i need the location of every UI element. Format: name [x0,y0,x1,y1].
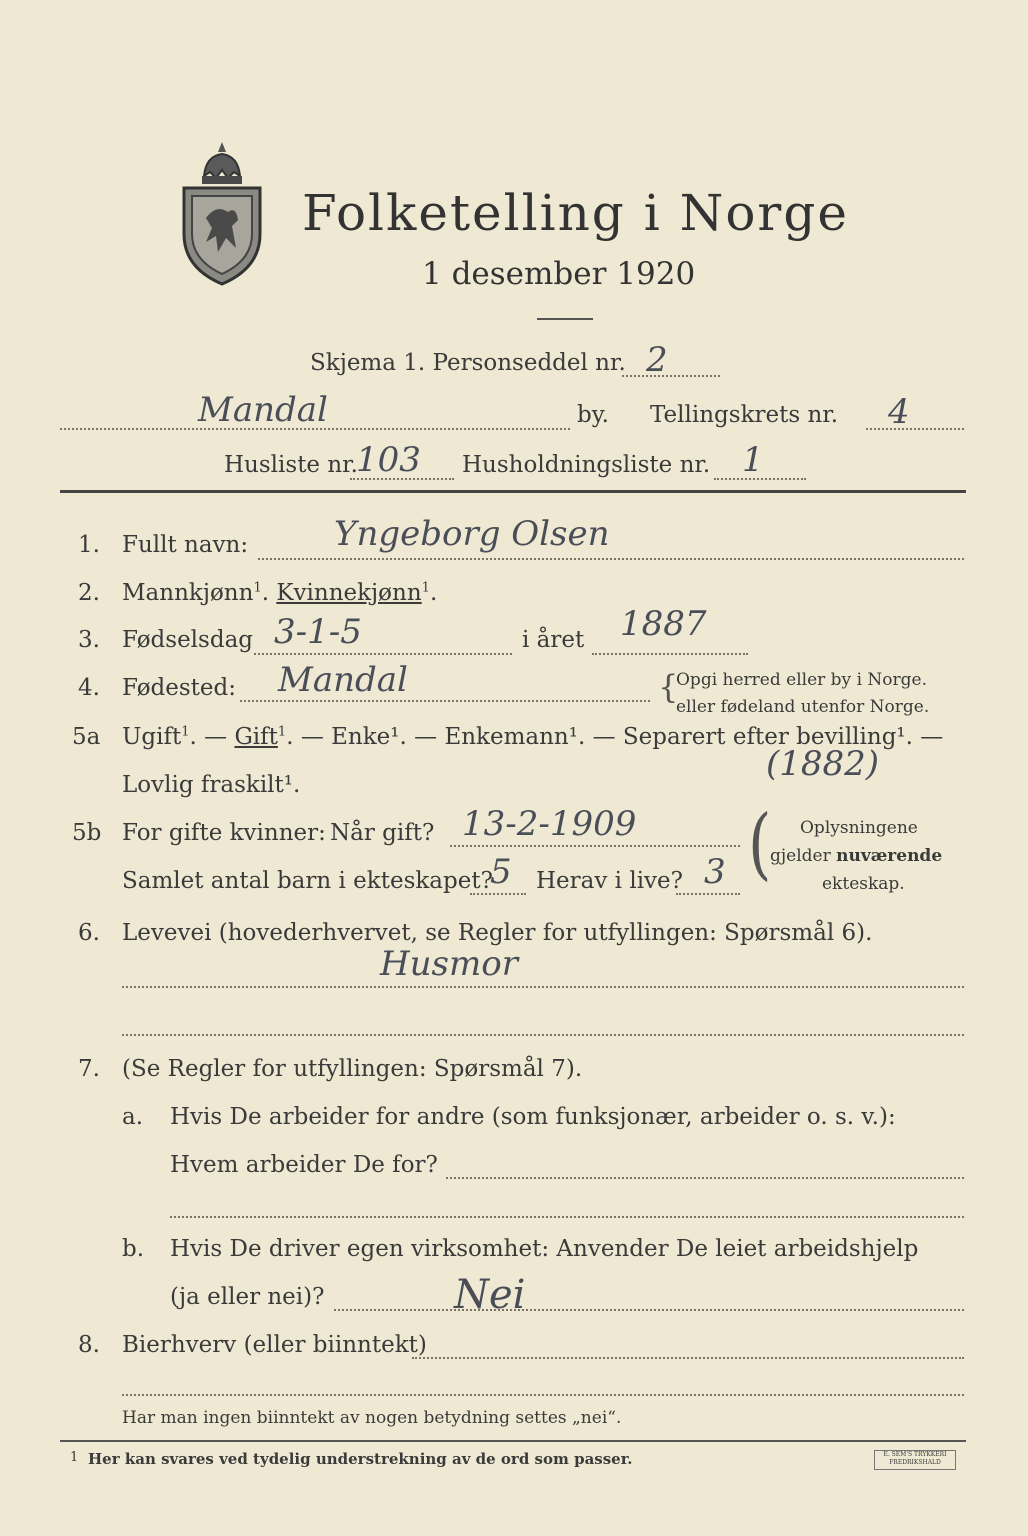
q7-number: 7. [78,1056,100,1082]
personseddel-line [622,375,720,377]
q5b-note-2 [770,846,942,866]
q3-label: Fødselsdag [122,627,254,653]
q5a-options: Ugift$^1$. — Gift$^1$. — Enke¹. — Enkemann¹. — Separert efter bevilling¹. — [122,724,944,750]
q4-value: Mandal [278,660,408,700]
form-date: 1 desember 1920 [422,256,696,292]
q7b-value: Nei [454,1272,526,1318]
q5b-note-2b: nuværende [836,846,943,866]
tellingskrets-value: 4 [888,392,910,432]
q5a-hand-note: (1882) [766,744,880,784]
q6-value: Husmor [380,944,518,984]
q5b-note-2a: gjelder [770,846,837,866]
title-divider [537,318,593,320]
q3-year-value: 1887 [620,604,707,644]
form-title: Folketelling i Norge [302,184,849,242]
q7b-question: (ja eller nei)? [170,1284,325,1310]
q5a-gift: Gift [234,724,278,750]
q3-year-line [592,653,748,655]
q5a-dash: . — [189,724,235,750]
q5a-line2: Lovlig fraskilt¹. [122,772,301,798]
q5b-married-line [450,845,740,847]
q4-note-2: eller fødeland utenfor Norge. [676,697,930,717]
q4-brace: { [658,668,679,706]
q7a-question: Hvem arbeider De for? [170,1152,438,1178]
husliste-label: Husliste nr. [224,452,358,478]
tellingskrets-label: Tellingskrets nr. [650,402,839,428]
q2-mann: Mannkjønn [122,580,254,606]
q7a-line-1 [446,1177,964,1179]
q5b-label-1: For gifte kvinner: [122,820,326,846]
q5a-number: 5a [72,724,101,750]
q3-year-label: i året [522,627,585,653]
q5b-barn-line [470,893,526,895]
q3-day-value: 3-1-5 [274,612,362,652]
q2-sep: . [261,580,270,606]
tellingskrets-line [866,428,964,430]
footnote-text: Her kan svares ved tydelig understrekning av de ord som passer. [88,1450,633,1468]
q5b-live-line [676,893,740,895]
q5b-live-label: Herav i live? [536,868,683,894]
q4-line [240,700,650,702]
husliste-value: 103 [356,440,421,480]
q5b-label-2: Når gift? [330,820,435,846]
footer-note: Har man ingen biinntekt av nogen betydning settes „nei“. [122,1408,622,1428]
q7a-letter: a. [122,1104,144,1130]
q5b-barn-value: 5 [490,852,512,892]
q8-line-2 [122,1394,964,1396]
q7a-line-2 [170,1216,964,1218]
q5b-brace: ( [748,798,772,890]
by-value: Mandal [198,390,328,430]
q1-line [258,558,964,560]
skjema-label: Skjema 1. Personseddel nr. [310,350,626,376]
q7b-letter: b. [122,1236,145,1262]
q3-number: 3. [78,627,100,653]
q8-label: Bierhverv (eller biinntekt) [122,1332,427,1358]
q5a-ugift: Ugift [122,724,182,750]
q1-label: Fullt navn: [122,532,249,558]
q1-value: Yngeborg Olsen [334,514,610,554]
q7b-text: Hvis De driver egen virksomhet: Anvender De leiet arbeidshjelp [170,1236,919,1262]
q8-number: 8. [78,1332,100,1358]
q4-number: 4. [78,675,100,701]
q2-number: 2. [78,580,100,606]
q2-options: Mannkjønn$^1$. Kvinnekjønn$^1$. [122,580,438,606]
q6-line-2 [122,1034,964,1036]
q7b-line [334,1309,964,1311]
q7a-text: Hvis De arbeider for andre (som funksjonær, arbeider o. s. v.): [170,1104,896,1130]
q6-number: 6. [78,920,100,946]
by-label: by. [577,402,609,428]
q5b-barn-label: Samlet antal barn i ekteskapet? [122,868,493,894]
q5a-rest: . — Enke¹. — Enkemann¹. — Separert efter bevilling¹. — [286,724,944,750]
footer-rule [60,1440,966,1442]
q5b-live-value: 3 [704,852,726,892]
q5b-married-value: 13-2-1909 [462,804,637,844]
husholdning-value: 1 [742,440,764,480]
q2-end: . [429,580,438,606]
coat-of-arms-icon [176,138,268,288]
q5b-note-1: Oplysningene [800,818,918,838]
q1-number: 1. [78,532,100,558]
q6-label: Levevei (hovederhvervet, se Regler for utfyllingen: Spørsmål 6). [122,920,873,946]
q5b-note-3: ekteskap. [822,874,905,894]
q3-day-line [254,653,512,655]
q4-label: Fødested: [122,675,237,701]
q6-line-1 [122,986,964,988]
footnote-number: 1 [70,1450,79,1465]
q5b-number: 5b [72,820,102,846]
personseddel-value: 2 [646,340,668,380]
q4-note-1: Opgi herred eller by i Norge. [676,670,927,690]
husholdning-label: Husholdningsliste nr. [462,452,711,478]
header-rule [60,490,966,493]
q7-label: (Se Regler for utfyllingen: Spørsmål 7). [122,1056,583,1082]
q2-kvinne: Kvinnekjønn [276,580,422,606]
printer-stamp: E. SEM'S TRYKKERI FREDRIKSHALD [874,1450,956,1470]
q8-line-1 [412,1357,964,1359]
